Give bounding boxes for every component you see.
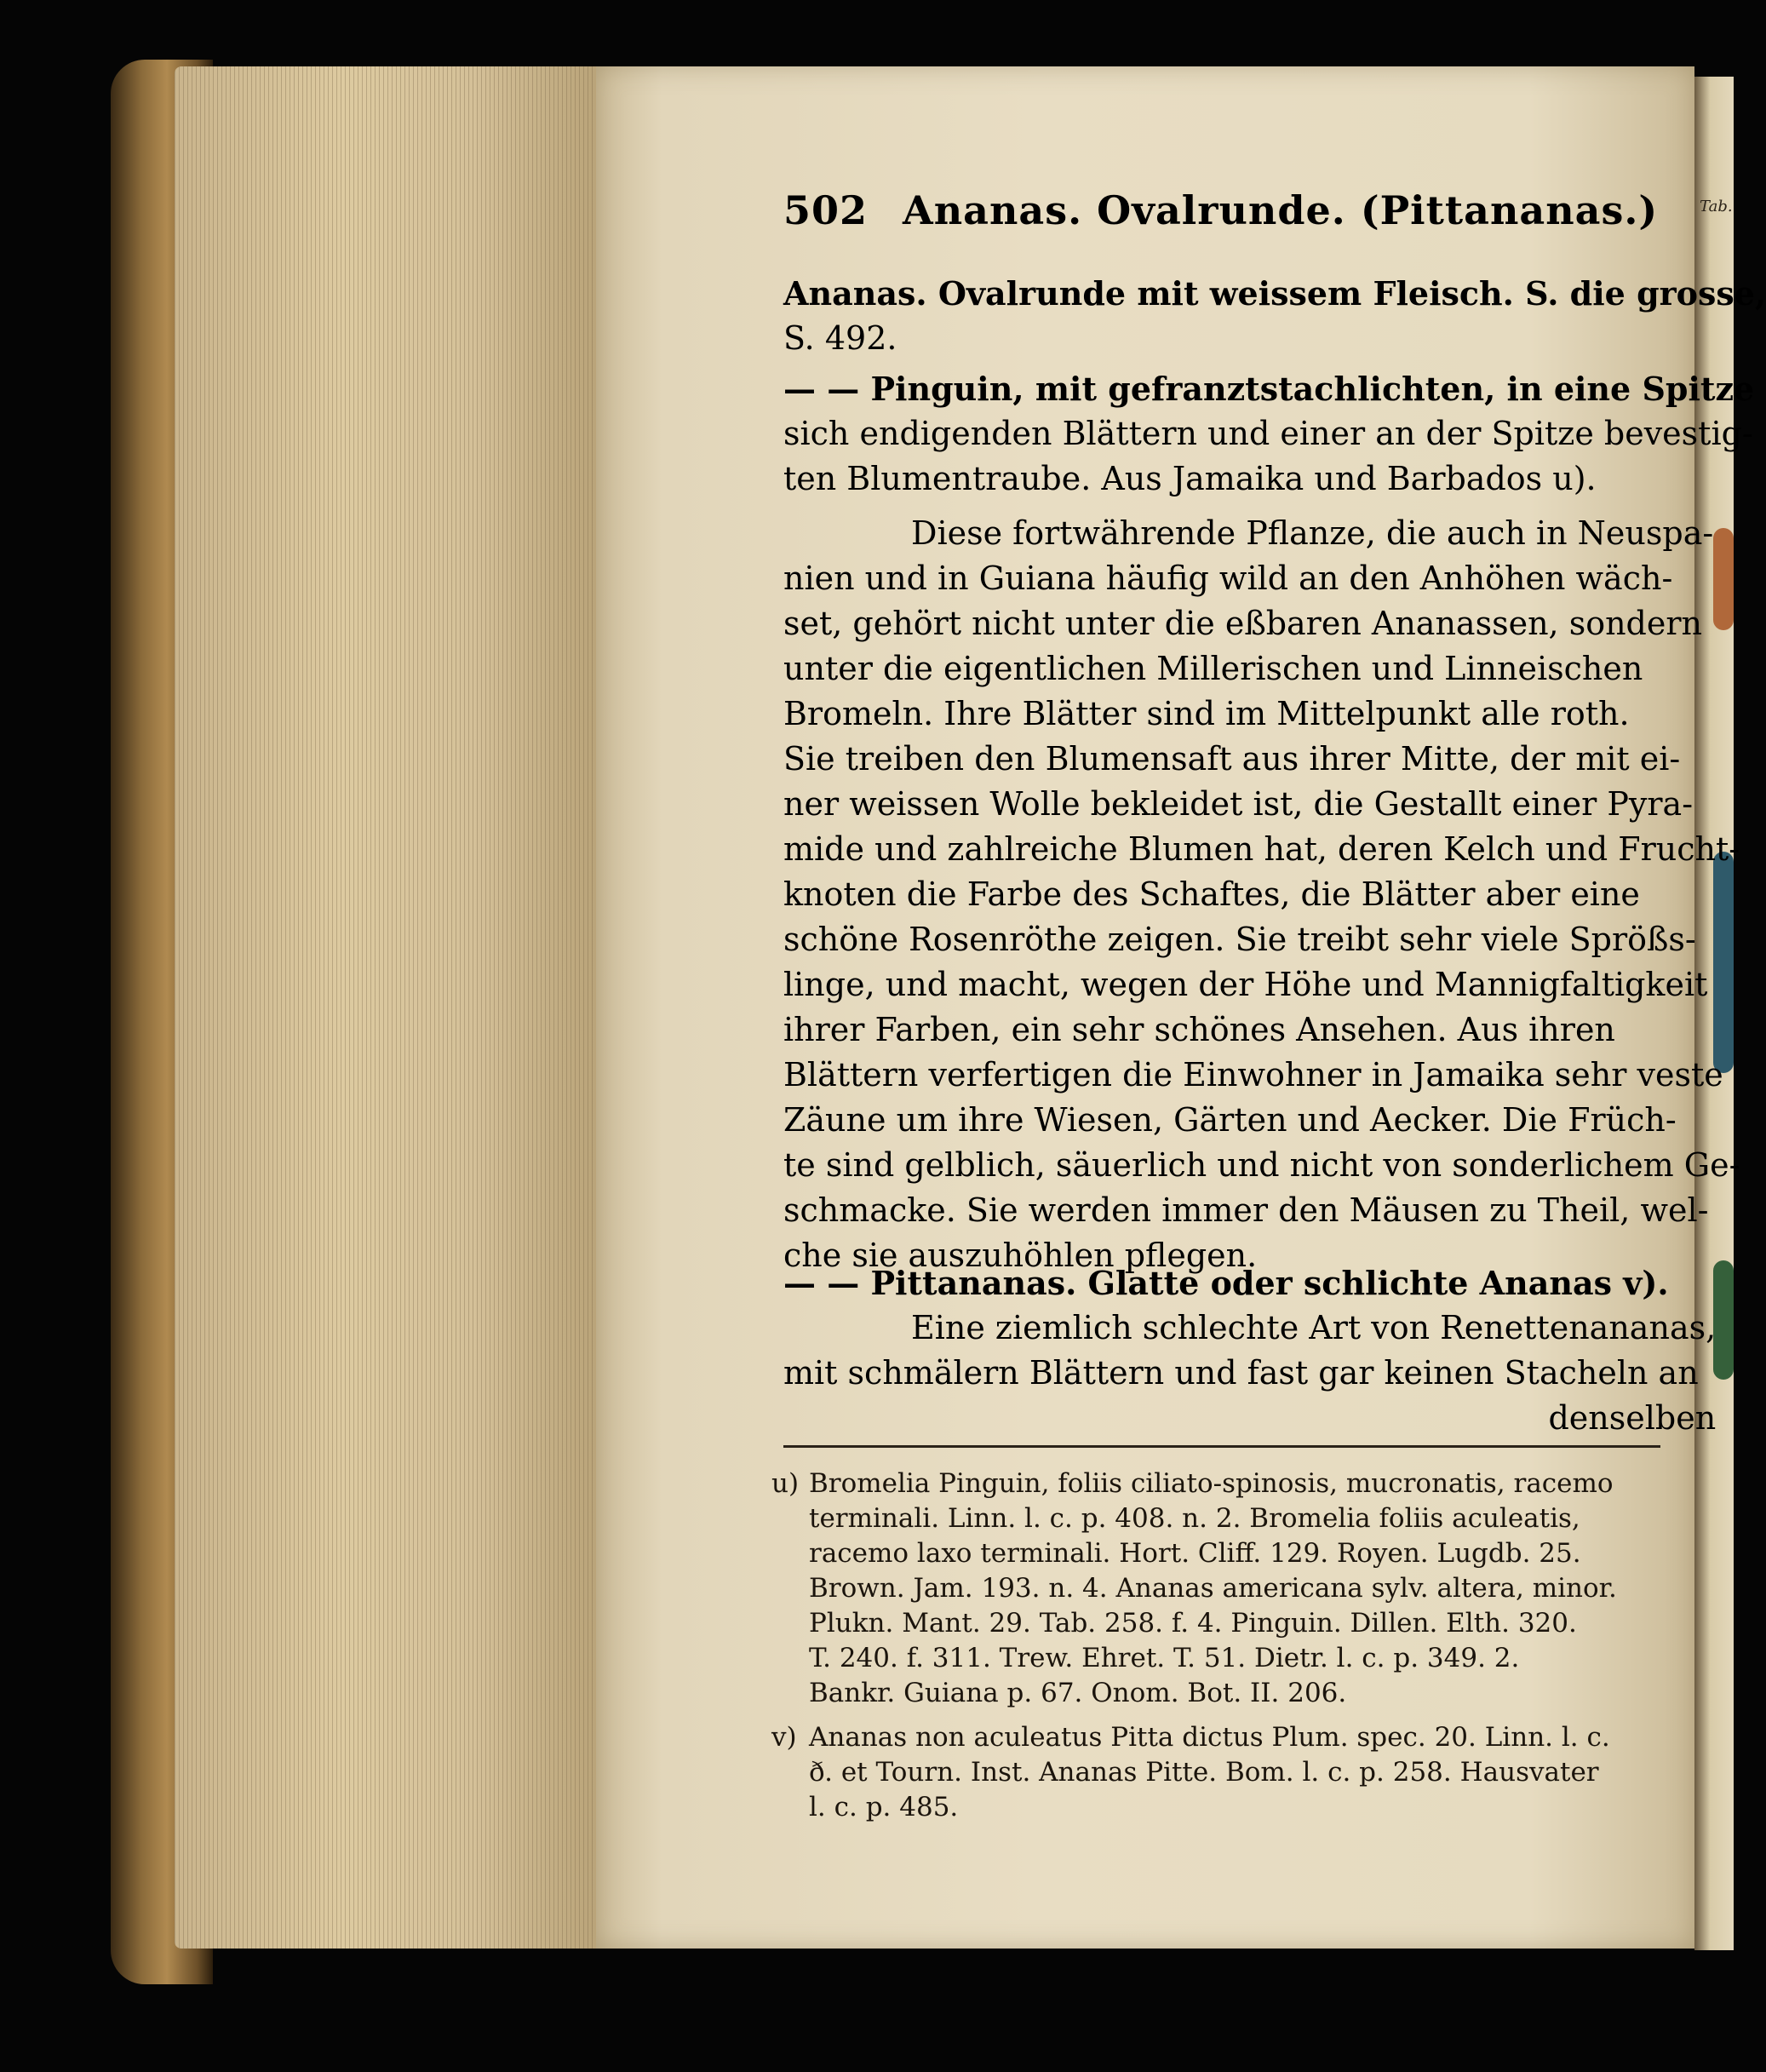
- paragraph-line: set, gehört nicht unter die eßbaren Ananassen, sondern: [783, 605, 1703, 642]
- entry-line: Ananas. Ovalrunde mit weissem Fleisch. S. die grosse,: [783, 274, 1766, 313]
- paragraph-line: mit schmälern Blättern und fast gar keinen Stacheln an: [783, 1354, 1699, 1392]
- entry-heading: — — Pinguin, mit gefranztstachlichten, in eine Spitze: [783, 370, 1755, 408]
- paragraph-line: unter die eigentlichen Millerischen und Linneischen: [783, 650, 1643, 687]
- paragraph-line: linge, und macht, wegen der Höhe und Mannigfaltigkeit: [783, 966, 1708, 1003]
- paragraph-line: Zäune um ihre Wiesen, Gärten und Aecker. Die Früch-: [783, 1101, 1677, 1139]
- footnote-line: v) Ananas non aculeatus Pitta dictus Plum. spec. 20. Linn. l. c.: [809, 1720, 1610, 1755]
- running-title: Ananas. Ovalrunde. (Pittananas.): [903, 187, 1659, 233]
- facing-page-tab: Tab.: [1700, 198, 1733, 215]
- paragraph-line: knoten die Farbe des Schaftes, die Blätter aber eine: [783, 875, 1640, 913]
- page-edges: [175, 66, 600, 1949]
- entry-line: ten Blumentraube. Aus Jamaika und Barbados u).: [783, 460, 1597, 497]
- paragraph-line: Bromeln. Ihre Blätter sind im Mittelpunkt alle roth.: [783, 695, 1630, 732]
- page-number: 502: [783, 187, 869, 233]
- paragraph-line: schmacke. Sie werden immer den Mäusen zu Theil, wel-: [783, 1191, 1709, 1229]
- footnote-line: T. 240. f. 311. Trew. Ehret. T. 51. Dietr. l. c. p. 349. 2.: [809, 1643, 1520, 1673]
- paragraph-line: Blättern verfertigen die Einwohner in Jamaika sehr veste: [783, 1056, 1723, 1093]
- paragraph-line: Diese fortwährende Pflanze, die auch in Neuspa-: [911, 514, 1714, 552]
- footnote-line: Plukn. Mant. 29. Tab. 258. f. 4. Pinguin. Dillen. Elth. 320.: [809, 1608, 1577, 1639]
- facing-plate-illustration-3: [1713, 1260, 1734, 1380]
- entry-line: S. 492.: [783, 319, 897, 357]
- entry-pinguin: [783, 366, 1754, 502]
- entry-ovalrunde: [783, 271, 1766, 361]
- paragraph-line: schöne Rosenröthe zeigen. Sie treibt sehr viele Sprößs-: [783, 921, 1696, 958]
- footnote-line: Bankr. Guiana p. 67. Onom. Bot. II. 206.: [809, 1678, 1347, 1708]
- paragraph-line: ner weissen Wolle bekleidet ist, die Gestallt einer Pyra-: [783, 785, 1694, 823]
- paragraph-line: ihrer Farben, ein sehr schönes Ansehen. Aus ihren: [783, 1011, 1615, 1048]
- paragraph-line: Eine ziemlich schlechte Art von Renettenananas,: [911, 1309, 1717, 1346]
- paragraph-line: Sie treiben den Blumensaft aus ihrer Mitte, der mit ei-: [783, 740, 1681, 778]
- footnote-u: [771, 1466, 1617, 1711]
- paragraph-line: che sie auszuhöhlen pflegen.: [783, 1237, 1258, 1274]
- paragraph-line: nien und in Guiana häufig wild an den Anhöhen wäch-: [783, 560, 1673, 597]
- entry-line: sich endigenden Blättern und einer an der Spitze bevestig-: [783, 415, 1753, 452]
- running-head: [783, 187, 1660, 233]
- footnote-line: terminali. Linn. l. c. p. 408. n. 2. Bromelia foliis aculeatis,: [809, 1503, 1580, 1534]
- entry-pittananas: [783, 1260, 1716, 1441]
- footnote-mark: u): [771, 1468, 800, 1499]
- footnote-line: ð. et Tourn. Inst. Ananas Pitte. Bom. l. c. p. 258. Hausvater: [809, 1757, 1599, 1788]
- description-paragraph: [783, 511, 1740, 1278]
- footnote-line: Brown. Jam. 193. n. 4. Ananas americana sylv. altera, minor.: [809, 1573, 1617, 1604]
- entry-heading: — — Pittananas. Glatte oder schlichte Ananas v).: [783, 1264, 1669, 1302]
- paragraph-line: te sind gelblich, säuerlich und nicht von sonderlichem Ge-: [783, 1146, 1740, 1184]
- footnote-line: u) Bromelia Pinguin, foliis ciliato-spinosis, mucronatis, racemo: [809, 1466, 1617, 1501]
- paragraph-line: mide und zahlreiche Blumen hat, deren Kelch und Frucht-: [783, 830, 1740, 868]
- footnote-v: [771, 1720, 1610, 1825]
- footnote-rule: [783, 1445, 1660, 1448]
- footnote-line: l. c. p. 485.: [809, 1792, 959, 1822]
- footnote-mark: v): [771, 1722, 797, 1753]
- footnote-line: racemo laxo terminali. Hort. Cliff. 129. Royen. Lugdb. 25.: [809, 1538, 1581, 1569]
- catchword: denselben: [1548, 1399, 1717, 1437]
